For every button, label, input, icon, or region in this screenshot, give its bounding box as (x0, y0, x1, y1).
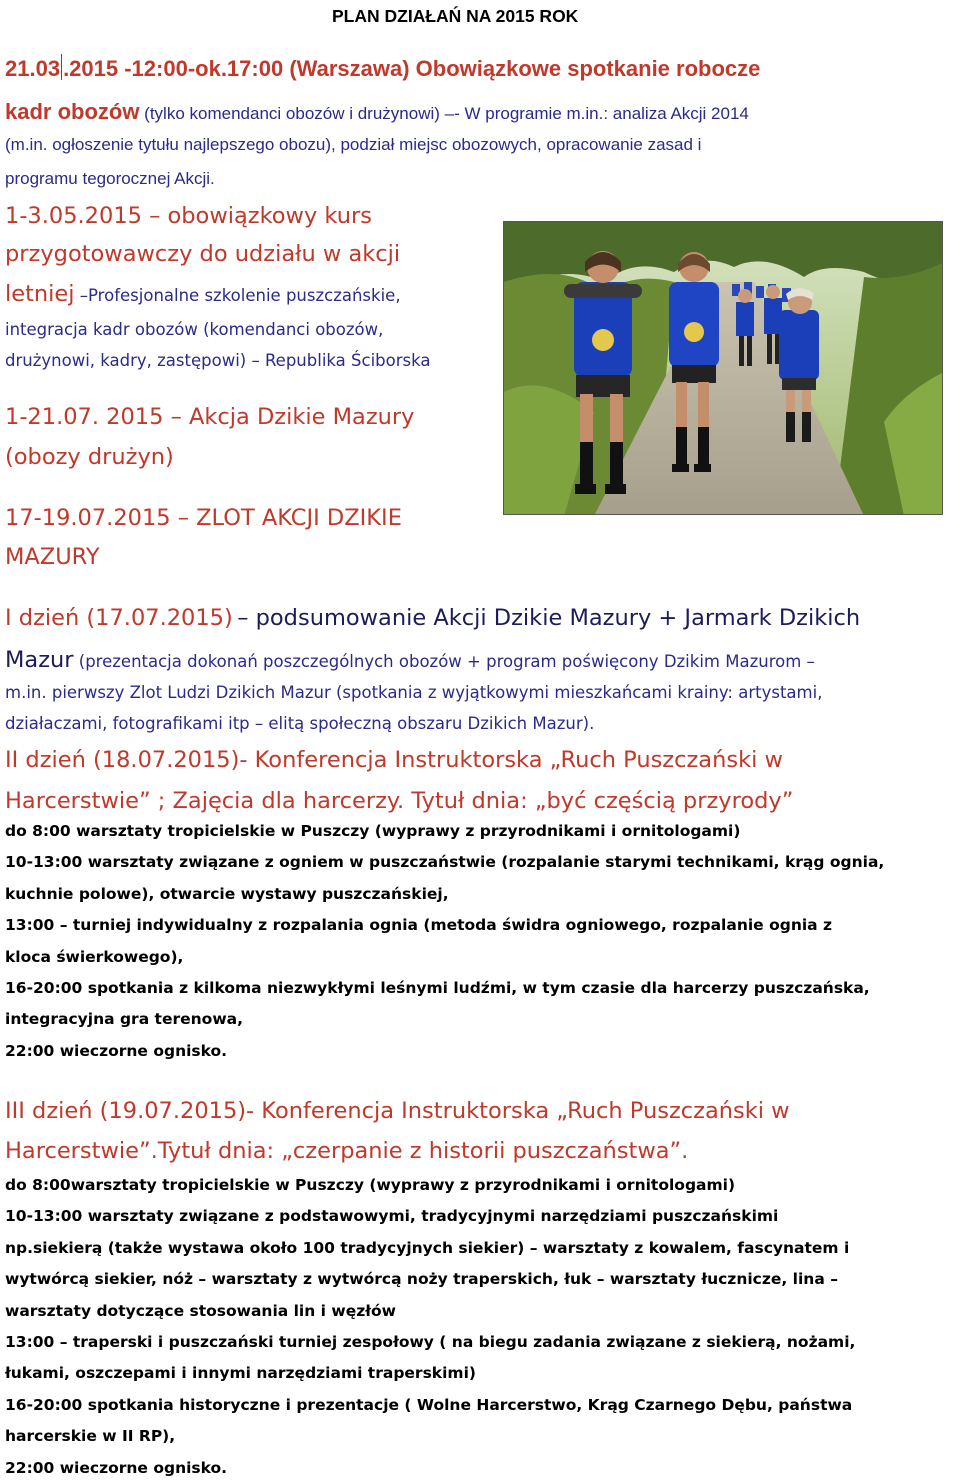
action-line-1: 1-21.07. 2015 – Akcja Dzikie Mazury (5, 404, 415, 430)
day3-line: 13:00 – traperski i puszczański turniej zespołowy ( na biegu zadania związane z siekierą, nożami, (5, 1333, 856, 1351)
intro-line-3: (m.in. ogłoszenie tytułu najlepszego obozu), podział miejsc obozowych, opracowanie zasad i (5, 135, 702, 154)
day1-mazur: Mazur (5, 647, 74, 673)
day2-line: 10-13:00 warsztaty związane z ogniem w puszczaństwie (rozpalanie starymi technikami, krąg ognia, (5, 853, 885, 872)
day3-line: do 8:00warsztaty tropicielskie w Puszczy (wyprawy z przyrodnikami i ornitologami) (5, 1176, 736, 1194)
day2-line: kuchnie polowe), otwarcie wystawy puszczańskiej, (5, 884, 449, 903)
day3-line: harcerskie w II RP), (5, 1427, 176, 1446)
intro-date-b: .2015 -12:00-ok.17:00 (Warszawa) Obowiązkowe spotkanie robocze (63, 56, 761, 81)
intro-line-2 (5, 95, 749, 131)
intro-line-2-rest: (tylko komendanci obozów i drużynowi) –- W programie m.in.: analiza Akcji 2014 (139, 104, 749, 123)
day2-line: 13:00 – turniej indywidualny z rozpalania ognia (metoda świdra ogniowego, rozpalanie ognia z (5, 916, 833, 935)
course-line-3 (5, 274, 401, 314)
page-title: PLAN DZIAŁAŃ NA 2015 ROK (332, 6, 579, 26)
intro-line-1 (5, 52, 760, 86)
zlot-line-1: 17-19.07.2015 – ZLOT AKCJI DZIKIE (5, 505, 402, 531)
day2-line: 22:00 wieczorne ognisko. (5, 1041, 228, 1060)
day1-date: I dzień (17.07.2015) (5, 605, 233, 631)
course-line-4: integracja kadr obozów (komendanci obozów, (5, 320, 384, 339)
course-line-1: 1-3.05.2015 – obowiązkowy kurs (5, 203, 372, 229)
day3-heading-2: Harcerstwie”.Tytuł dnia: „czerpanie z historii puszczaństwa”. (5, 1138, 689, 1164)
course-line-5: drużynowi, kadry, zastępowi) – Republika Ściborska (5, 351, 431, 370)
course-line-3-rest: –Profesjonalne szkolenie puszczańskie, (74, 286, 401, 305)
day1-line-4: działaczami, fotografikami itp – elitą społeczną obszaru Dzikich Mazur). (5, 714, 595, 733)
day3-line: 22:00 wieczorne ognisko. (5, 1458, 228, 1477)
intro-kadr: kadr obozów (5, 99, 140, 124)
day2-line: do 8:00 warsztaty tropicielskie w Puszczy (wyprawy z przyrodnikami i ornitologami) (5, 822, 741, 840)
day2-line: integracyjna gra terenowa, (5, 1010, 243, 1029)
day1-line-2-rest: (prezentacja dokonań poszczególnych obozów + program poświęcony Dzikim Mazurom – (73, 652, 815, 671)
day3-line: wytwórcą siekier, nóż – warsztaty z wytwórcą noży traperskich, łuk – warsztaty łucznicze, lina – (5, 1270, 838, 1289)
day1-line-3: m.in. pierwszy Zlot Ludzi Dzikich Mazur (spotkania z wyjątkowymi mieszkańcami krainy: artystami, (5, 683, 823, 702)
course-letniej: letniej (5, 281, 75, 307)
intro-line-4: programu tegorocznej Akcji. (5, 169, 215, 188)
day1-line-2 (5, 640, 815, 680)
day3-line: 16-20:00 spotkania historyczne i prezentacje ( Wolne Harcerstwo, Krąg Czarnego Dębu, państwa (5, 1395, 853, 1414)
day2-line: 16-20:00 spotkania z kilkoma niezwykłymi leśnymi ludźmi, w tym czasie dla harcerzy puszczańska, (5, 979, 870, 997)
course-line-2: przygotowawczy do udziału w akcji (5, 241, 401, 267)
intro-date-a: 21.03 (5, 56, 61, 81)
day3-line: łukami, oszczepami i innymi narzędziami traperskimi) (5, 1364, 476, 1383)
text-cursor (61, 54, 62, 80)
day2-line: kloca świerkowego), (5, 947, 184, 966)
photo-hikers-icon (503, 221, 943, 515)
day3-heading-1: III dzień (19.07.2015)- Konferencja Instruktorska „Ruch Puszczański w (5, 1098, 790, 1124)
day3-line: np.siekierą (także wystawa około 100 tradycyjnych siekier) – warsztaty z kowalem, fascynatem i (5, 1238, 850, 1257)
zlot-line-2: MAZURY (5, 544, 100, 570)
action-line-2: (obozy drużyn) (5, 444, 174, 470)
day2-heading-2: Harcerstwie” ; Zajęcia dla harcerzy. Tytuł dnia: „być częścią przyrody” (5, 788, 794, 814)
day2-heading-1: II dzień (18.07.2015)- Konferencja Instruktorska „Ruch Puszczański w (5, 747, 783, 773)
day1-title: – podsumowanie Akcji Dzikie Mazury + Jarmark Dzikich (237, 605, 861, 631)
day3-line: 10-13:00 warsztaty związane z podstawowymi, tradycyjnymi narzędziami puszczańskimi (5, 1207, 779, 1226)
day1-heading (5, 598, 860, 638)
day3-line: warsztaty dotyczące stosowania lin i węzłów (5, 1301, 396, 1320)
